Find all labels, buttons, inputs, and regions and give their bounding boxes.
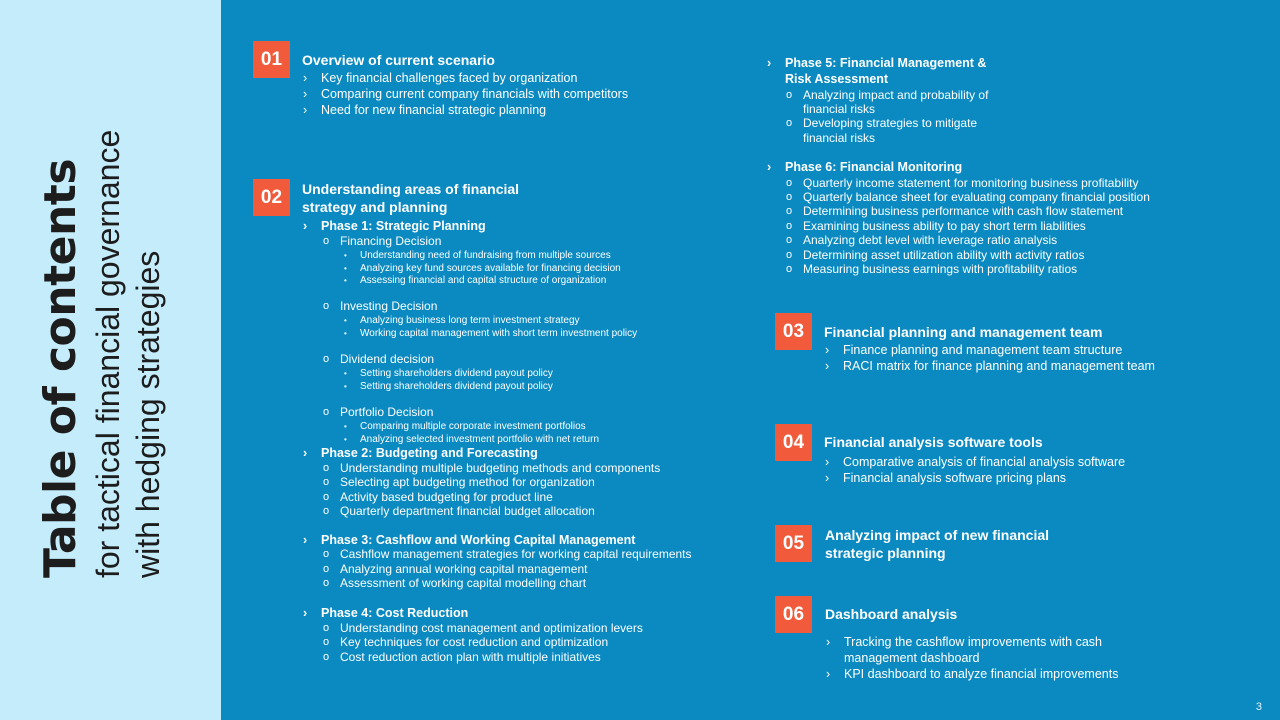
section-number-05: 05 — [775, 525, 812, 562]
list-item: o Selecting apt budgeting method for organization — [323, 475, 595, 489]
phase-1-heading: › Phase 1: Strategic Planning — [303, 219, 486, 233]
list-item: • Understanding need of fundraising from multiple sources — [344, 250, 611, 261]
list-item: o Analyzing debt level with leverage ratio analysis — [786, 233, 1058, 247]
list-item: o Key techniques for cost reduction and optimization — [323, 635, 609, 649]
phase-2-heading: › Phase 2: Budgeting and Forecasting — [303, 446, 538, 460]
list-item: o Activity based budgeting for product line — [323, 490, 553, 504]
list-item: o Developing strategies to mitigate — [786, 116, 978, 130]
sidebar-panel — [0, 0, 221, 720]
portfolio-decision: o Portfolio Decision — [323, 405, 434, 419]
list-item-cont: management dashboard — [844, 651, 980, 665]
list-item: • Working capital management with short term investment policy — [344, 328, 638, 339]
contents-panel — [221, 0, 1280, 720]
list-item: o Analyzing annual working capital management — [323, 562, 588, 576]
financing-decision: o Financing Decision — [323, 234, 442, 248]
list-item: • Analyzing key fund sources available for financing decision — [344, 263, 621, 274]
list-item: o Understanding multiple budgeting methods and components — [323, 461, 661, 475]
section-number-03: 03 — [775, 313, 812, 350]
list-item: › Key financial challenges faced by organization — [303, 71, 578, 85]
vertical-title — [36, 130, 166, 578]
list-item: › RACI matrix for finance planning and management team — [825, 359, 1155, 373]
section-title-03: Financial planning and management team — [824, 324, 1103, 340]
list-item: › KPI dashboard to analyze financial improvements — [826, 667, 1119, 681]
section-title-05: Analyzing impact of new financial strategic planning — [825, 527, 1050, 561]
list-item: › Finance planning and management team structure — [825, 343, 1123, 357]
list-item: o Quarterly income statement for monitoring business profitability — [786, 176, 1139, 190]
list-item: › Tracking the cashflow improvements with cash — [826, 635, 1102, 649]
list-item: • Setting shareholders dividend payout policy — [344, 368, 553, 379]
list-item: › Financial analysis software pricing plans — [825, 471, 1067, 485]
list-item: o Cashflow management strategies for working capital requirements — [323, 547, 692, 561]
title-sub-line2: with hedging strategies — [130, 250, 166, 578]
list-item: o Determining asset utilization ability with activity ratios — [786, 248, 1085, 262]
list-item: o Analyzing impact and probability of — [786, 88, 989, 102]
phase-3-heading: › Phase 3: Cashflow and Working Capital Management — [303, 533, 636, 547]
section-number-06: 06 — [775, 596, 812, 633]
list-item-cont: financial risks — [803, 131, 876, 145]
dividend-decision: o Dividend decision — [323, 352, 435, 366]
section-title-02: Understanding areas of financial strategy and planning — [302, 181, 520, 215]
list-item: o Cost reduction action plan with multiple initiatives — [323, 650, 601, 664]
section-number-02: 02 — [253, 179, 290, 216]
investing-decision: o Investing Decision — [323, 299, 438, 313]
list-item: • Assessing financial and capital structure of organization — [344, 275, 607, 286]
list-item: o Quarterly department financial budget allocation — [323, 504, 595, 518]
section-title-01: Overview of current scenario — [302, 52, 495, 68]
phase-5-heading: › Phase 5: Financial Management & — [767, 56, 987, 70]
list-item: › Comparing current company financials with competitors — [303, 87, 629, 101]
title-main: Table of contents — [35, 158, 86, 578]
list-item: › Comparative analysis of financial analysis software — [825, 455, 1126, 469]
list-item: › Need for new financial strategic planning — [303, 103, 547, 117]
list-item: o Measuring business earnings with profitability ratios — [786, 262, 1078, 276]
phase-6-heading: › Phase 6: Financial Monitoring — [767, 160, 963, 174]
section-number-04: 04 — [775, 424, 812, 461]
list-item: o Examining business ability to pay short term liabilities — [786, 219, 1086, 233]
section-number-01: 01 — [253, 41, 290, 78]
list-item: • Analyzing business long term investment strategy — [344, 315, 580, 326]
page-number: 3 — [1255, 701, 1262, 713]
list-item: o Determining business performance with cash flow statement — [786, 204, 1124, 218]
section-title-04: Financial analysis software tools — [824, 434, 1043, 450]
section-title-06: Dashboard analysis — [825, 606, 958, 622]
phase-4-heading: › Phase 4: Cost Reduction — [303, 606, 469, 620]
title-sub-line1: for tactical financial governance — [90, 129, 126, 578]
list-item: • Comparing multiple corporate investment portfolios — [344, 421, 586, 432]
list-item-cont: financial risks — [803, 102, 876, 116]
list-item: • Setting shareholders dividend payout policy — [344, 381, 553, 392]
list-item: • Analyzing selected investment portfolio with net return — [344, 434, 600, 445]
list-item: o Quarterly balance sheet for evaluating company financial position — [786, 190, 1150, 204]
phase-5-heading-cont: Risk Assessment — [785, 72, 889, 86]
list-item: o Assessment of working capital modelling chart — [323, 576, 587, 590]
list-item: o Understanding cost management and optimization levers — [323, 621, 643, 635]
